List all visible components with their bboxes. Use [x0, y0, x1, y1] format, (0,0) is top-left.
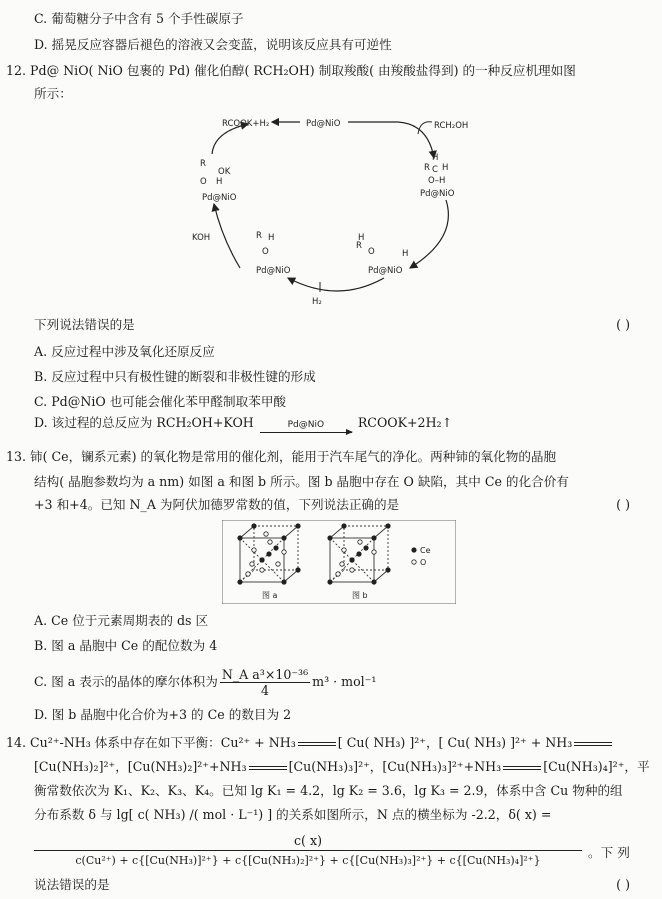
- svg-text:C: C: [432, 165, 438, 175]
- svg-text:O–H: O–H: [428, 176, 446, 186]
- svg-text:H: H: [216, 177, 223, 187]
- q14-stem-line1: 14. Cu²⁺-NH₃ 体系中存在如下平衡：Cu²⁺ + NH₃ [ Cu( NH₃) ]²⁺，[ Cu( NH₃) ]²⁺ + NH₃: [6, 734, 614, 752]
- q14-stem-line3: 衡常数依次为 K₁、K₂、K₃、K₄。已知 lg K₁ = 4.2，lg K₂ = 3.6，lg K₃ = 2.9，体系中含 Cu 物种的组: [34, 783, 623, 798]
- q13-stem-line3: +3 和+4。已知 N_A 为阿伏加德罗常数的值，下列说法正确的是: [34, 497, 400, 512]
- reactant-rch2oh: RCH₂OH: [434, 121, 469, 131]
- svg-text:H: H: [442, 163, 449, 173]
- species-rcook-h2: RCOOK+H₂: [222, 119, 270, 129]
- svg-text:R: R: [256, 231, 262, 241]
- q13-stem-line2: 结构( 晶胞参数均为 a nm) 如图 a 和图 b 所示。图 b 晶胞中存在 O 缺陷，其中 Ce 的化合价有: [34, 474, 569, 489]
- svg-text:O: O: [262, 247, 269, 257]
- q14-tail-text: 。下 列: [588, 845, 630, 860]
- equilibrium-arrow: [503, 764, 541, 772]
- q12-option-a: A. 反应过程中涉及氧化还原反应: [34, 344, 215, 359]
- svg-text:H: H: [402, 249, 409, 259]
- equilibrium-arrow: [298, 740, 336, 748]
- q12-stem-line1: 12. Pd@ NiO( NiO 包裹的 Pd) 催化伯醇( RCH₂OH) 制取羧酸( 由羧酸盐得到) 的一种反应机理如图: [6, 63, 576, 78]
- q13-stem-line1: 13. 铈( Ce，镧系元素) 的氧化物是常用的催化剂，能用于汽车尾气的净化。两种铈的氧化物的晶胞: [6, 449, 557, 464]
- q12-stem-line2: 所示：: [34, 86, 72, 101]
- catalyst-right: Pd@NiO: [420, 189, 455, 199]
- svg-text:OK: OK: [218, 167, 231, 177]
- catalyst-bottom-left: Pd@NiO: [256, 266, 291, 276]
- svg-text:O: O: [368, 247, 375, 257]
- equilibrium-arrow: [574, 740, 612, 748]
- q13-option-d: D. 图 b 晶胞中化合价为+3 的 Ce 的数目为 2: [34, 707, 292, 722]
- q12-option-d: D. 该过程的总反应为 RCH₂OH+KOH Pd@NiO RCOOK+2H₂↑: [34, 414, 452, 433]
- q11-option-c: C. 葡萄糖分子中含有 5 个手性碳原子: [34, 11, 244, 26]
- q12-option-b: B. 反应过程中只有极性键的断裂和非极性键的形成: [34, 369, 316, 384]
- caption-figure-b: 图 b: [352, 591, 368, 600]
- legend-o: O: [420, 558, 427, 567]
- q12-option-c: C. Pd@NiO 也可能会催化苯甲醛制取苯甲酸: [34, 394, 287, 409]
- q13-option-c: C. 图 a 表示的晶体的摩尔体积为 $\frac{\text{N\_A a³×10⁻³⁶}}{4}$ m³ · mol⁻¹: [34, 667, 377, 698]
- q12-mechanism-diagram: [188, 108, 478, 308]
- q13-option-b: B. 图 a 晶胞中 Ce 的配位数为 4: [34, 638, 218, 653]
- distribution-fraction: c( x) c(Cu²⁺) + c{[Cu(NH₃)]²⁺} + c{[Cu(NH₃)₂]²⁺} + c{[Cu(NH₃)₃]²⁺} + c{[Cu(NH₃)₄]²⁺}: [34, 832, 582, 871]
- catalyst-bottom-right: Pd@NiO: [368, 266, 403, 276]
- q12-question: 下列说法错误的是: [34, 317, 135, 332]
- svg-text:R: R: [424, 163, 430, 173]
- legend-ce: Ce: [420, 546, 431, 555]
- catalyst-left: Pd@NiO: [202, 193, 237, 203]
- reaction-arrow: Pd@NiO: [260, 420, 352, 433]
- q14-answer-paren[interactable]: ( ): [616, 877, 630, 892]
- q14-stem-line2: [Cu(NH₃)₂]²⁺，[Cu(NH₃)₂]²⁺+NH₃ [Cu(NH₃)₃]²⁺，[Cu(NH₃)₃]²⁺+NH₃ [Cu(NH₃)₄]²⁺，平: [34, 759, 650, 774]
- h2-release: H₂: [312, 297, 322, 307]
- q14-stem-line4: 分布系数 δ 与 lg[ c( NH₃) /( mol · L⁻¹) ] 的关系如图所示，N 点的横坐标为 -2.2，δ( x) =: [34, 807, 552, 822]
- q11-option-d: D. 摇晃反应容器后褪色的溶液又会变蓝，说明该反应具有可逆性: [34, 37, 392, 52]
- equilibrium-arrow: [249, 764, 287, 772]
- svg-text:R: R: [200, 159, 206, 169]
- svg-text:H: H: [358, 233, 365, 243]
- q13-crystal-figure: [222, 520, 456, 604]
- svg-text:H: H: [432, 153, 439, 163]
- caption-figure-a: 图 a: [262, 591, 278, 600]
- q13-answer-paren[interactable]: ( ): [616, 497, 630, 512]
- svg-text:O: O: [200, 177, 207, 187]
- molar-volume-fraction: $\frac{\text{N\_A a³×10⁻³⁶}}{4}$: [221, 667, 309, 698]
- svg-text:H: H: [268, 233, 275, 243]
- koh-reagent: KOH: [192, 233, 211, 243]
- svg-text:R: R: [356, 241, 362, 251]
- q12-answer-paren[interactable]: ( ): [616, 317, 630, 332]
- q13-option-a: A. Ce 位于元素周期表的 ds 区: [34, 613, 209, 628]
- q14-question: 说法错误的是: [34, 877, 110, 892]
- catalyst-top: Pd@NiO: [306, 119, 341, 129]
